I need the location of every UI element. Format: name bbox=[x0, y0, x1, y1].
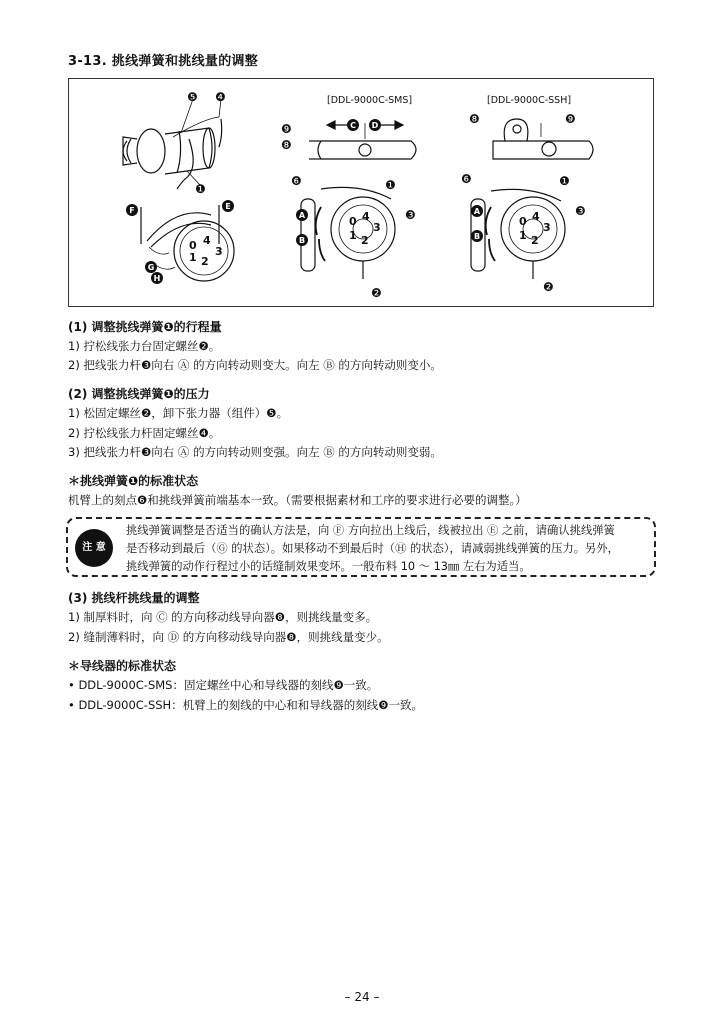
s2-heading: (2) 调整挑线弹簧❶的压力 bbox=[68, 387, 210, 401]
adjustment-figure bbox=[68, 78, 654, 307]
dial-digit: 4 bbox=[203, 234, 211, 247]
std2-item: • DDL-9000C-SMS：固定螺丝中心和导线器的刻线❾一致。 bbox=[68, 678, 379, 692]
label-sms: [DDL-9000C-SMS] bbox=[327, 95, 413, 106]
number-callouts bbox=[187, 90, 586, 300]
figure-illustration bbox=[69, 79, 655, 308]
callout-1: ❶ bbox=[559, 174, 570, 188]
dial-digit: 1 bbox=[189, 251, 197, 264]
callout-B: B bbox=[298, 236, 306, 245]
callout-E: E bbox=[225, 202, 231, 211]
callout-D: D bbox=[371, 121, 379, 130]
callout-4: ❹ bbox=[215, 90, 226, 104]
s3-item: 2) 缝制薄料时，向 Ⓓ 的方向移动线导向器❽，则挑线量变少。 bbox=[68, 630, 389, 644]
s1-item: 2) 把线张力杆❸向右 Ⓐ 的方向转动则变大。向左 Ⓑ 的方向转动则变小。 bbox=[68, 358, 442, 372]
caution-note bbox=[66, 517, 656, 577]
std2-item: • DDL-9000C-SSH：机臂上的刻线的中心和和导线器的刻线❾一致。 bbox=[68, 698, 424, 712]
page-number: – 24 – bbox=[344, 990, 380, 1004]
dial-digit: 3 bbox=[543, 221, 551, 234]
dial-digit: 3 bbox=[215, 245, 223, 258]
callout-9: ❾ bbox=[281, 122, 292, 136]
caution-text bbox=[126, 522, 650, 576]
s1-heading: (1) 调整挑线弹簧❶的行程量 bbox=[68, 320, 222, 334]
callout-9: ❾ bbox=[565, 112, 576, 126]
dial-digit: 2 bbox=[361, 234, 369, 247]
tension-assembly-drawing bbox=[123, 117, 222, 189]
section-title: 3-13. 挑线弹簧和挑线量的调整 bbox=[68, 54, 259, 69]
callout-A: A bbox=[473, 207, 481, 216]
std1-heading: ＊挑线弹簧❶的标准状态 bbox=[68, 474, 199, 488]
caution-icon: 注 意 bbox=[75, 529, 113, 567]
callout-C: C bbox=[350, 121, 356, 130]
dial-digits bbox=[189, 210, 551, 268]
callout-3: ❸ bbox=[575, 204, 586, 218]
std1-text: 机臂上的刻点❻和挑线弹簧前端基本一致。（需要根据素材和工序的要求进行必要的调整。） bbox=[68, 493, 527, 507]
callout-8: ❽ bbox=[281, 138, 292, 152]
callout-F: F bbox=[129, 206, 135, 215]
letter-callouts bbox=[126, 119, 483, 284]
dial-digit: 3 bbox=[373, 221, 381, 234]
callout-2: ❷ bbox=[543, 280, 554, 294]
sms-thread-guide bbox=[309, 123, 416, 159]
dial-digit: 1 bbox=[519, 229, 527, 242]
s2-item: 3) 把线张力杆❸向右 Ⓐ 的方向转动则变强。向左 Ⓑ 的方向转动则变弱。 bbox=[68, 445, 442, 459]
dial-digit: 4 bbox=[532, 210, 540, 223]
callout-A: A bbox=[298, 211, 306, 220]
callout-5: ❺ bbox=[187, 90, 198, 104]
dial-digit: 2 bbox=[531, 234, 539, 247]
s2-item: 1) 松固定螺丝❷，卸下张力器（组件）❺。 bbox=[68, 406, 289, 420]
ssh-thread-guide bbox=[493, 119, 593, 159]
dial-digit: 1 bbox=[349, 229, 357, 242]
callout-G: G bbox=[147, 263, 155, 272]
s1-item: 1) 拧松线张力台固定螺丝❷。 bbox=[68, 339, 221, 353]
caution-line: 挑线弹簧调整是否适当的确认方法是，向 Ⓕ 方向拉出上线后，线被拉出 Ⓔ 之前，请确认挑线弹簧 bbox=[126, 524, 615, 537]
label-ssh: [DDL-9000C-SSH] bbox=[487, 95, 572, 106]
callout-3: ❸ bbox=[405, 208, 416, 222]
dial-digit: 0 bbox=[189, 239, 197, 252]
dial-digit: 2 bbox=[201, 255, 209, 268]
sms-dial bbox=[298, 187, 395, 279]
dial-digit: 4 bbox=[362, 210, 370, 223]
callout-B: B bbox=[473, 232, 481, 241]
callout-8: ❽ bbox=[469, 112, 480, 126]
s3-item: 1) 制厚料时，向 Ⓒ 的方向移动线导向器❽，则挑线量变多。 bbox=[68, 610, 378, 624]
callout-2: ❷ bbox=[371, 286, 382, 300]
caution-line: 挑线弹簧的动作行程过小的话缝制效果变坏。一般布料 10 ～ 13㎜ 左右为适当。 bbox=[126, 560, 531, 573]
s2-item: 2) 拧松线张力杆固定螺丝❹。 bbox=[68, 426, 221, 440]
callout-6: ❻ bbox=[461, 172, 472, 186]
std2-heading: ＊导线器的标准状态 bbox=[68, 659, 177, 673]
s3-heading: (3) 挑线杆挑线量的调整 bbox=[68, 591, 200, 605]
caution-line: 是否移动到最后（Ⓖ 的状态）。如果移动不到最后时（Ⓗ 的状态），请减弱挑线弹簧的压力。另外， bbox=[126, 542, 619, 555]
ssh-dial bbox=[471, 189, 565, 279]
callout-1: ❶ bbox=[195, 182, 206, 196]
callout-H: H bbox=[153, 274, 161, 283]
callout-1: ❶ bbox=[385, 178, 396, 192]
callout-6: ❻ bbox=[291, 174, 302, 188]
dial-digit: 0 bbox=[349, 215, 357, 228]
dial-digit: 0 bbox=[519, 215, 527, 228]
